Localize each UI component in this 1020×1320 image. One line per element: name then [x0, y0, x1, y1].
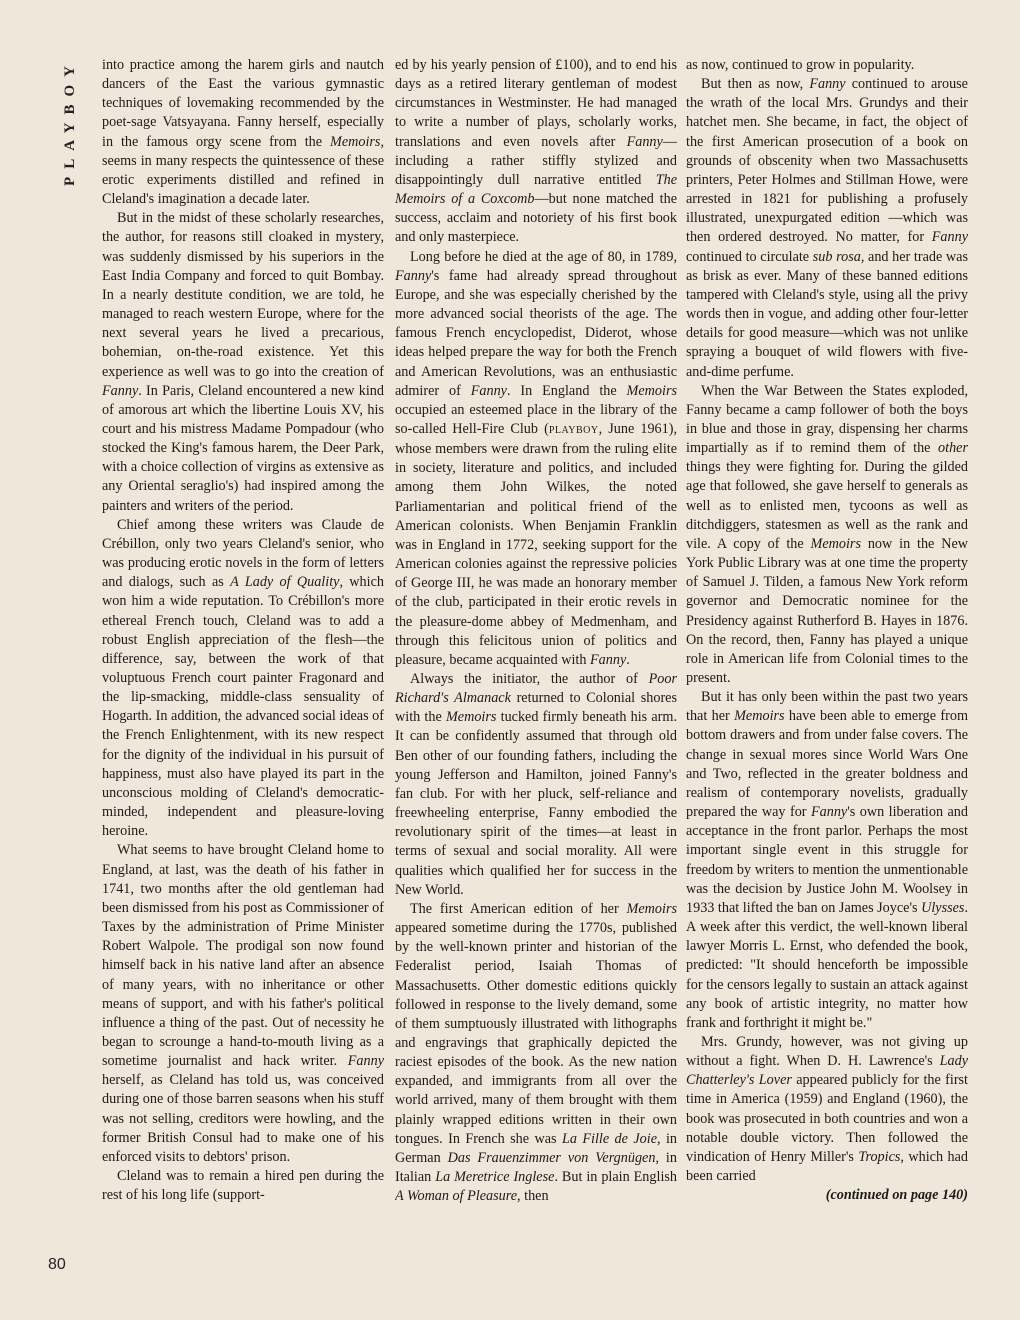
paragraph: ed by his yearly pension of £100), and to end his days as a retired literary gentleman of modest circumstances in Westminster. He had managed to write a number of plays, scholarly works, translations and even novels after Fanny—including a rather stiffly stylized and disappointingly dull narrative entitled The Memoirs of a Coxcomb—but none matched the success, acclaim and notoriety of his first book and only masterpiece. [395, 57, 677, 246]
paragraph: When the War Between the States exploded, Fanny became a camp follower of both the boys in blue and those in gray, dispensing her charms impartially as if to remind them of the other things they were fighting for. During the gilded age that followed, she gave herself to generals as well as to enlisted men, tycoons as well as ditchdiggers, statesmen as well as the rank and vile. A copy of the Memoirs now in the New York Public Library was at one time the property of Samuel J. Tilden, a famous New York reform governor and Democratic nominee for the Presidency against Rutherford B. Hayes in 1876. On the record, then, Fanny has played a unique role in American life from Colonial times to the present. [686, 382, 968, 686]
paragraph: But then as now, Fanny continued to arouse the wrath of the local Mrs. Grundys and their hatchet men. She became, in fact, the object of the first American prosecution of a book on grounds of obscenity when two Massachusetts printers, Peter Holmes and Stillman Howe, were arrested in 1821 for publishing a profusely illustrated, unexpurgated edition —which was then ordered destroyed. No matter, for Fanny continued to circulate sub rosa, and her trade was as brisk as ever. Many of these banned editions tampered with Cleland's style, using all the privy words then in vogue, and adding other four-letter details for good measure—which was not unlike spraying a bouquet of wild flowers with five-and-dime perfume. [686, 76, 968, 380]
paragraph: Chief among these writers was Claude de Crébillon, only two years Cleland's senior, who was producing erotic novels in the form of letters and dialogs, such as A Lady of Quality, which won him a wide reputation. To Crébillon's more ethereal French touch, Cleland was to add a robust English appreciation of the flesh—the difference, say, between the work of that voluptuous French court painter Fragonard and the lip-smacking, middle-class sensuality of Hogarth. In addition, the advanced social ideas of the French Enlightenment, with its new respect for the dignity of the individual in his pursuit of happiness, must also have played its part in the unconscious molding of Cleland's democratic-minded, independent and pleasure-loving heroine. [102, 516, 384, 840]
text-column-2 [395, 56, 677, 1288]
page-number: 80 [48, 1256, 66, 1273]
paragraph: Cleland was to remain a hired pen during the rest of his long life (support- [102, 1168, 384, 1204]
continued-note: (continued on page 140) [825, 1187, 968, 1204]
text-column-1 [102, 56, 384, 1288]
running-head: PLAYBOY [62, 58, 78, 186]
paragraph: But it has only been within the past two years that her Memoirs have been able to emerge from bottom drawers and from under false covers. The change in sexual mores since World Wars One and Two, reflected in the greater boldness and realism of contemporary novelists, gradually prepared the way for Fanny's own liberation and acceptance in the front parlor. Perhaps the most important single event in this struggle for freedom by writers to mention the unmentionable was the decision by Justice John M. Woolsey in 1933 that lifted the ban on James Joyce's Ulysses. A week after this verdict, the well-known liberal lawyer Morris L. Ernst, who defended the book, predicted: "It should henceforth be impossible for the censors legally to sustain an attack against any book of artistic integrity, no matter how frank and forthright it might be." [686, 689, 968, 1031]
paragraph: Long before he died at the age of 80, in 1789, Fanny's fame had already spread throughout Europe, and she was especially cherished by the more advanced social theorists of the age. The famous French encyclopedist, Diderot, whose ideas helped prepare the way for both the French and American Revolutions, was an enthusiastic admirer of Fanny. In England the Memoirs occupied an esteemed place in the library of the so-called Hell-Fire Club (PLAYBOY, June 1961), whose members were drawn from the ruling elite in society, literature and politics, and included among them John Wilkes, the noted Parliamentarian and political friend of the American colonists. When Benjamin Franklin was in England in 1772, seeking support for the American colonies against the repressive policies of George III, he was made an honorary member of the club, participated in their erotic revels in the pleasure-dome abbey of Medmenham, and through this felicitous union of politics and pleasure, became acquainted with Fanny. [395, 248, 677, 668]
paragraph: Mrs. Grundy, however, was not giving up without a fight. When D. H. Lawrence's Lady Chatterley's Lover appeared publicly for the first time in America (1959) and England (1960), the book was prosecuted in both countries and won a notable double victory. Then followed the vindication of Henry Miller's Tropics, which had been carried [686, 1033, 968, 1185]
text-column-3 [686, 56, 968, 1288]
paragraph: Always the initiator, the author of Poor Richard's Almanack returned to Colonial shores with the Memoirs tucked firmly beneath his arm. It can be confidently assumed that through old Ben other of our founding fathers, including the young Jefferson and Hamilton, joined Fanny's fan club. For with her pluck, self-reliance and freewheeling enterprise, Fanny embodied the revolutionary spirit of the times—at least in terms of sexual and social morality. All were qualities which qualified her for success in the New World. [395, 671, 677, 898]
paragraph: as now, continued to grow in popularity. [686, 57, 915, 73]
column-3-paragraphs [686, 56, 968, 1186]
paragraph: The first American edition of her Memoirs appeared sometime during the 1770s, published by the well-known printer and historian of the Federalist period, Isaiah Thomas of Massachusetts. Other domestic editions quickly followed in response to the lively demand, some of them sumptuously illustrated with lithographs and engravings that graphically depicted the raciest episodes of the book. As the new nation expanded, and immigrants from all over the world arrived, many of them brought with them plainly wrapped editions written in their own tongues. In French she was La Fille de Joie, in German Das Frauenzimmer von Vergnügen, in Italian La Meretrice Inglese. But in plain English A Woman of Pleasure, then [395, 900, 677, 1205]
paragraph: into practice among the harem girls and nautch dancers of the East the various gymnastic techniques of lovemaking recommended by the poet-sage Vatsyayana. Fanny herself, especially in the famous orgy scene from the Memoirs, seems in many respects the quintessence of these erotic experiments distilled and refined in Cleland's imagination a decade later. [102, 57, 384, 208]
paragraph: What seems to have brought Cleland home to England, at last, was the death of his father in 1741, two months after the old gentleman had been dismissed from his post as Commissioner of Taxes by the administration of Prime Minister Robert Walpole. The prodigal son now found himself back in his native land after an absence of many years, with no inheritance or other means of support, and with his father's political influence a thing of the past. Out of necessity he began to scrounge a hand-to-mouth living as a sometime journalist and hack writer. Fanny herself, as Cleland has told us, was conceived during one of those barren seasons when his stuff was not selling, creditors were howling, and the former British Consul had to make one of his enforced visits to debtors' prison. [102, 842, 384, 1165]
paragraph: But in the midst of these scholarly researches, the author, for reasons still cloaked in mystery, was suddenly dismissed by his superiors in the East India Company and forced to quit Bombay. In a nearly destitute condition, we are told, he managed to reach western Europe, where for the next several years he lived a precarious, bohemian, on-the-road existence. Yet this experience as well was to go into the creation of Fanny. In Paris, Cleland encountered a new kind of amorous art which the libertine Louis XV, his court and his mistress Madame Pompadour (who stocked the King's famous harem, the Deer Park, with a choice collection of virgins as extensive as any Oriental seraglio's) had inspired among the painters and writers of the period. [102, 210, 384, 514]
